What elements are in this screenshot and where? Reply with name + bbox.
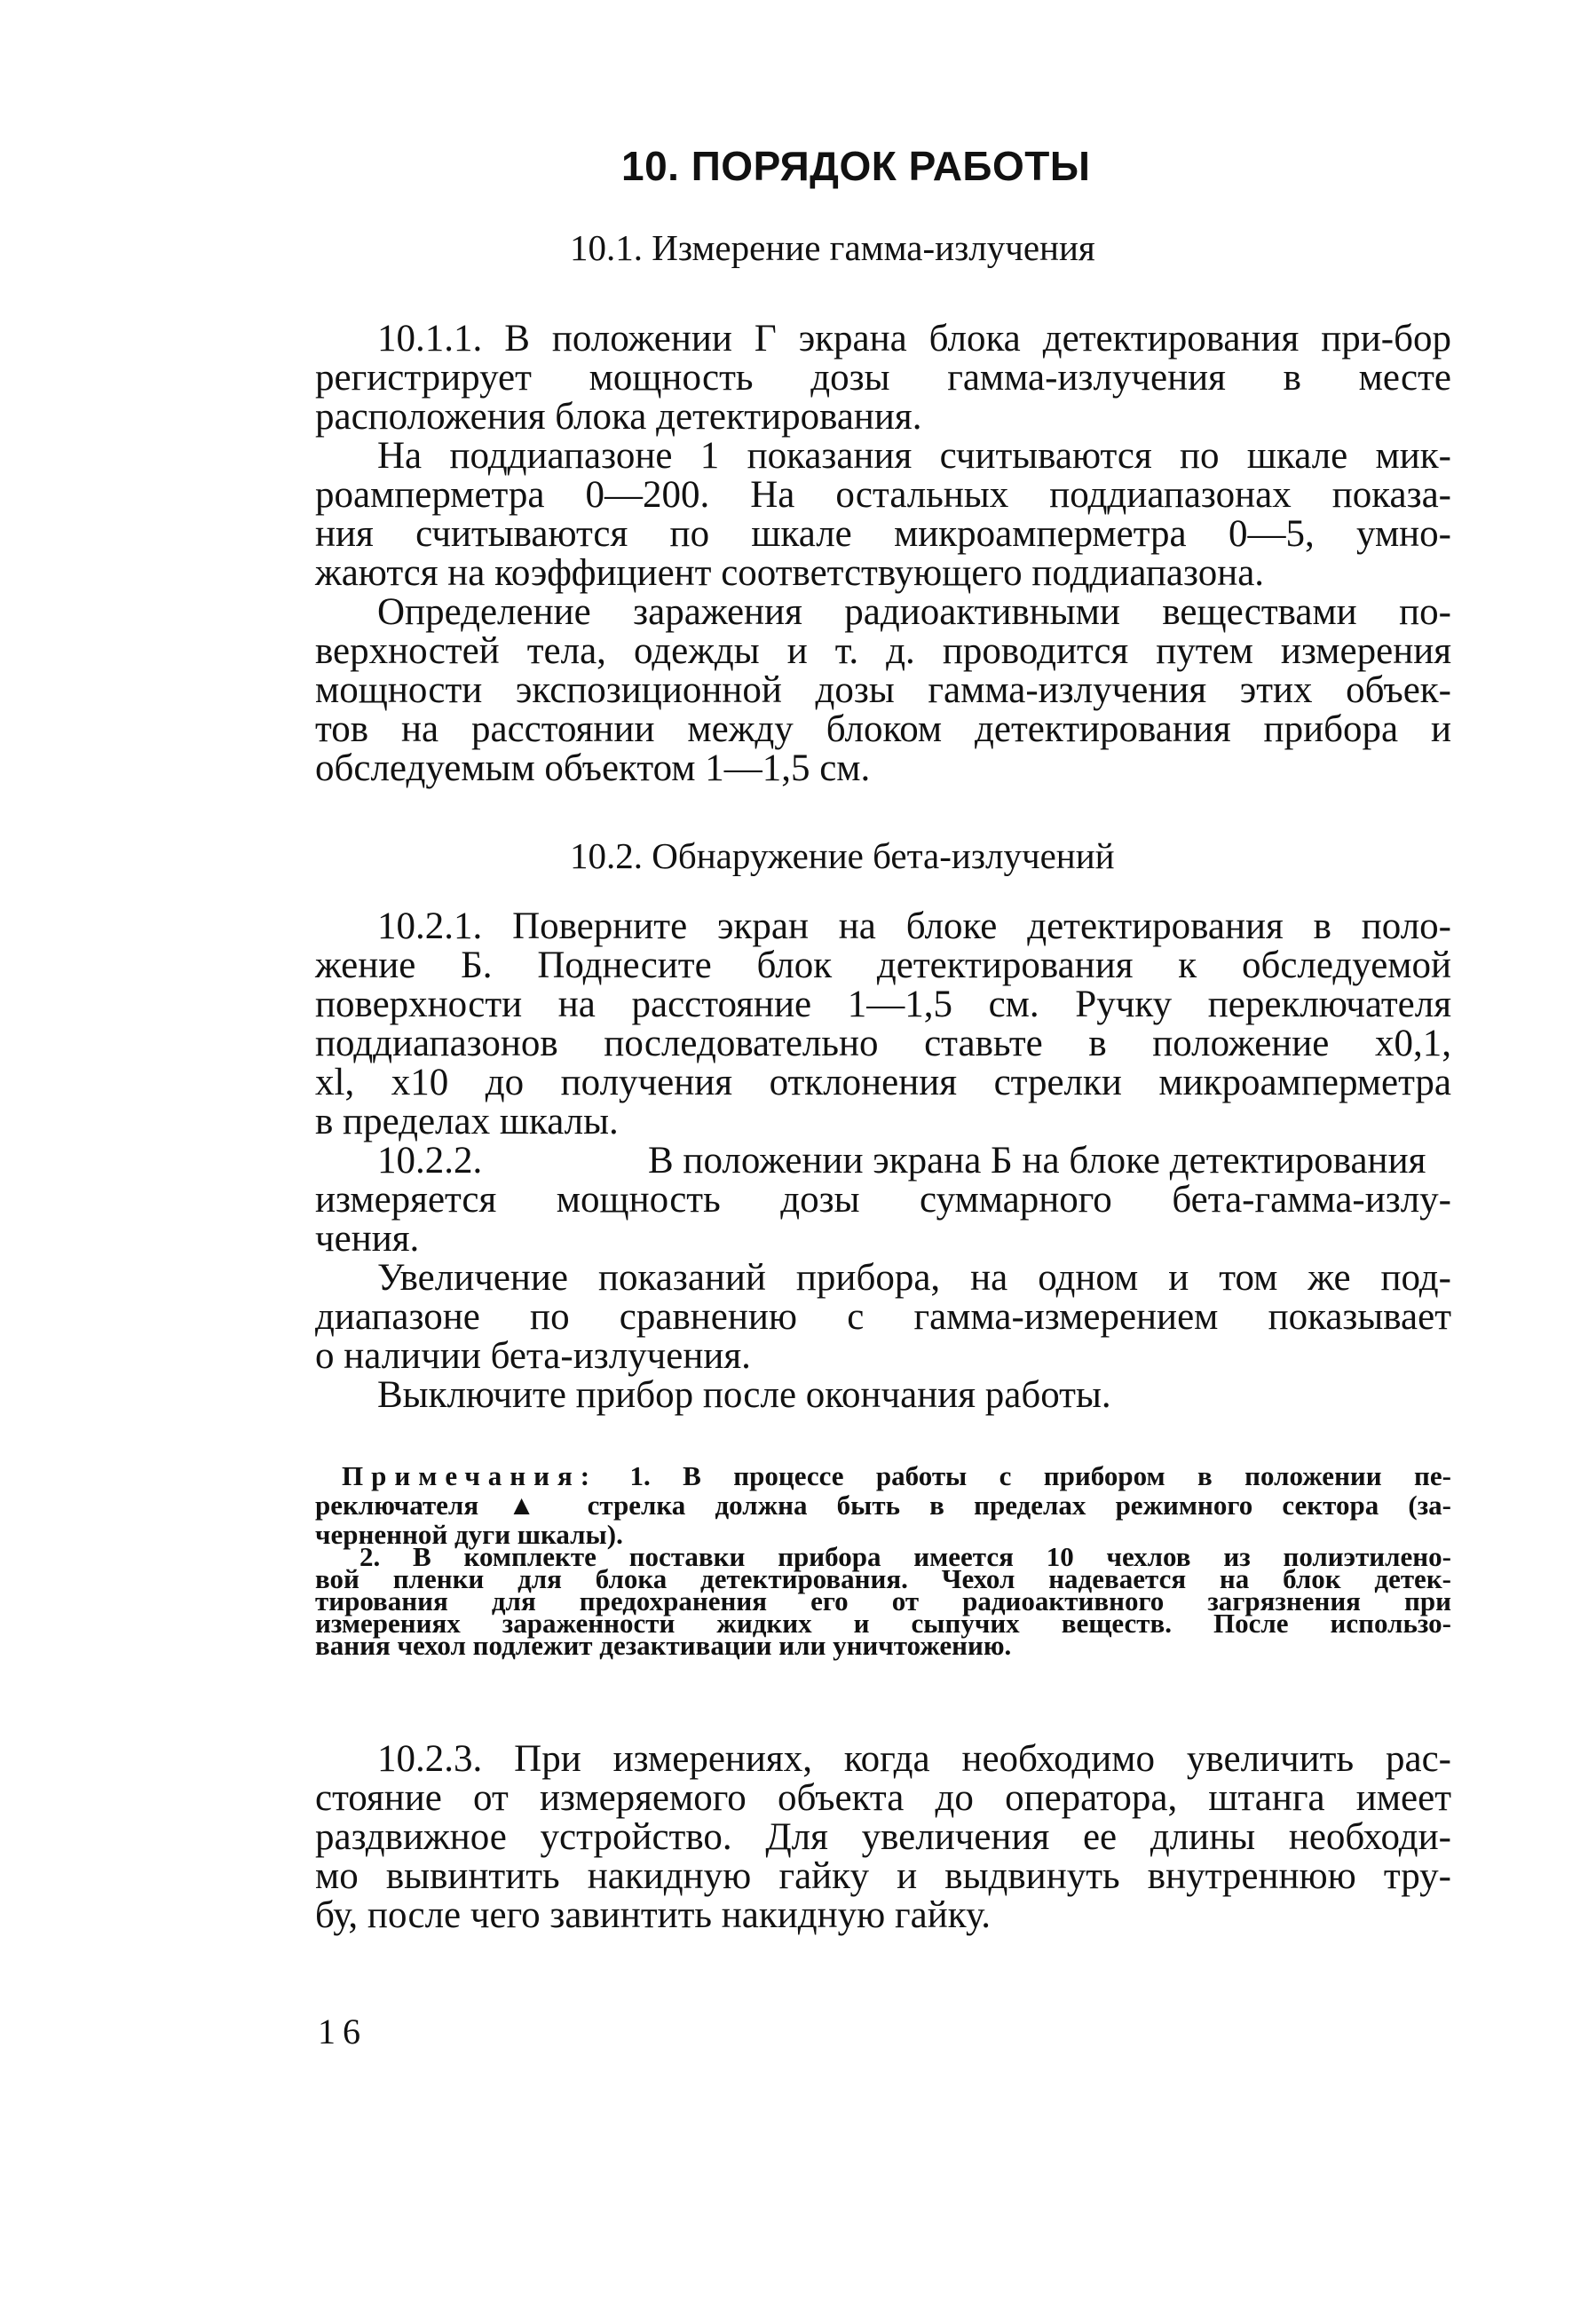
paragraph-line: бу, после чего завинтить накидную гайку. [315,1894,992,1936]
note-line: вой пленки для блока детектирования. Чехол надевается на блок детек- [315,1563,1451,1594]
note-text: 1. В процессе работы с прибором в положении пе- [597,1460,1451,1491]
notes-block [315,1460,1451,1661]
paragraph-line: раздвижное устройство. Для увеличения ее длины необходи- [315,1816,1451,1858]
paragraph-line: обследуемым объектом 1—1,5 см. [315,747,871,789]
paragraph-line: стояние от измеряемого объекта до оператора, штанга имеет [315,1777,1451,1819]
note-line: реключателя ▲ стрелка должна быть в пределах режимного сектора (за- [315,1490,1451,1521]
section-heading-10-2: 10.2. Обнаружение бета-излучений [570,835,1115,876]
paragraph-line: верхностей тела, одежды и т. д. проводится путем измерения [315,630,1451,672]
paragraph-line-10-2-2 [315,1142,1451,1181]
clause-text: В положении экрана Б на блоке детектирования [648,1140,1426,1182]
paragraph-line: На поддиапазоне 1 показания считываются по шкале мик- [377,435,1451,477]
paragraph-line: 10.1.1. В положении Г экрана блока детектирования при-бор [377,318,1451,360]
section-10-1-body [315,320,1451,788]
section-10-2-1-body [315,907,1451,1415]
note-line: тирования для предохранения его от радиоактивного загрязнения при [315,1585,1451,1616]
page-number: 16 [318,2012,367,2051]
note-line: вания чехол подлежит дезактивации или уничтожению. [315,1630,1012,1661]
paragraph-line: Выключите прибор после окончания работы. [377,1374,1111,1416]
page-title: 10. ПОРЯДОК РАБОТЫ [621,143,1091,189]
paragraph-line: Увеличение показаний прибора, на одном и том же под- [377,1257,1451,1299]
note-line: 2. В комплекте поставки прибора имеется 10 чехлов из полиэтилено- [359,1541,1451,1572]
paragraph-line: xl, х10 до получения отклонения стрелки микроамперметра [315,1062,1451,1103]
paragraph-line: 10.2.3. При измерениях, когда необходимо увеличить рас- [377,1738,1451,1780]
paragraph-line: в пределах шкалы. [315,1101,619,1142]
note-line: черненной дуги шкалы). [315,1519,623,1550]
paragraph-line: чения. [315,1218,420,1260]
paragraph-line: мо вывинтить накидную гайку и выдвинуть внутреннюю тру- [315,1855,1451,1897]
paragraph-line: ния считываются по шкале микроамперметра 0—5, умно- [315,513,1451,555]
section-heading-10-1: 10.1. Измерение гамма-излучения [570,227,1095,268]
paragraph-line: поддиапазонов последовательно ставьте в положение х0,1, [315,1023,1451,1064]
paragraph-line: жение Б. Поднесите блок детектирования к обследуемой [315,945,1451,986]
paragraph-line: Определение заражения радиоактивными веществами по- [377,591,1451,633]
note-line: измерениях зараженности жидких и сыпучих веществ. После использо- [315,1608,1451,1639]
paragraph-line: тов на расстоянии между блоком детектирования прибора и [315,708,1451,750]
paragraph-line: диапазоне по сравнению с гамма-измерением показывает [315,1296,1451,1338]
paragraph-line: роамперметра 0—200. На остальных поддиапазонах показа- [315,474,1451,516]
notes-label: Примечания: [342,1460,598,1491]
note-line [315,1460,1451,1491]
paragraph-line: расположения блока детектирования. [315,396,922,438]
paragraph-line: поверхности на расстояние 1—1,5 см. Ручку переключателя [315,984,1451,1025]
paragraph-line: жаются на коэффициент соответствующего поддиапазона. [315,552,1265,594]
clause-number: 10.2.2. [377,1140,483,1182]
paragraph-line: мощности экспозиционной дозы гамма-излучения этих объек- [315,669,1451,711]
paragraph-line: измеряется мощность дозы суммарного бета-гамма-излу- [315,1179,1451,1221]
paragraph-line: 10.2.1. Поверните экран на блоке детектирования в поло- [377,905,1451,947]
paragraph-line: регистрирует мощность дозы гамма-излучения в месте [315,357,1451,399]
paragraph-line: о наличии бета-излучения. [315,1335,751,1377]
section-10-2-3-body [315,1740,1451,1935]
